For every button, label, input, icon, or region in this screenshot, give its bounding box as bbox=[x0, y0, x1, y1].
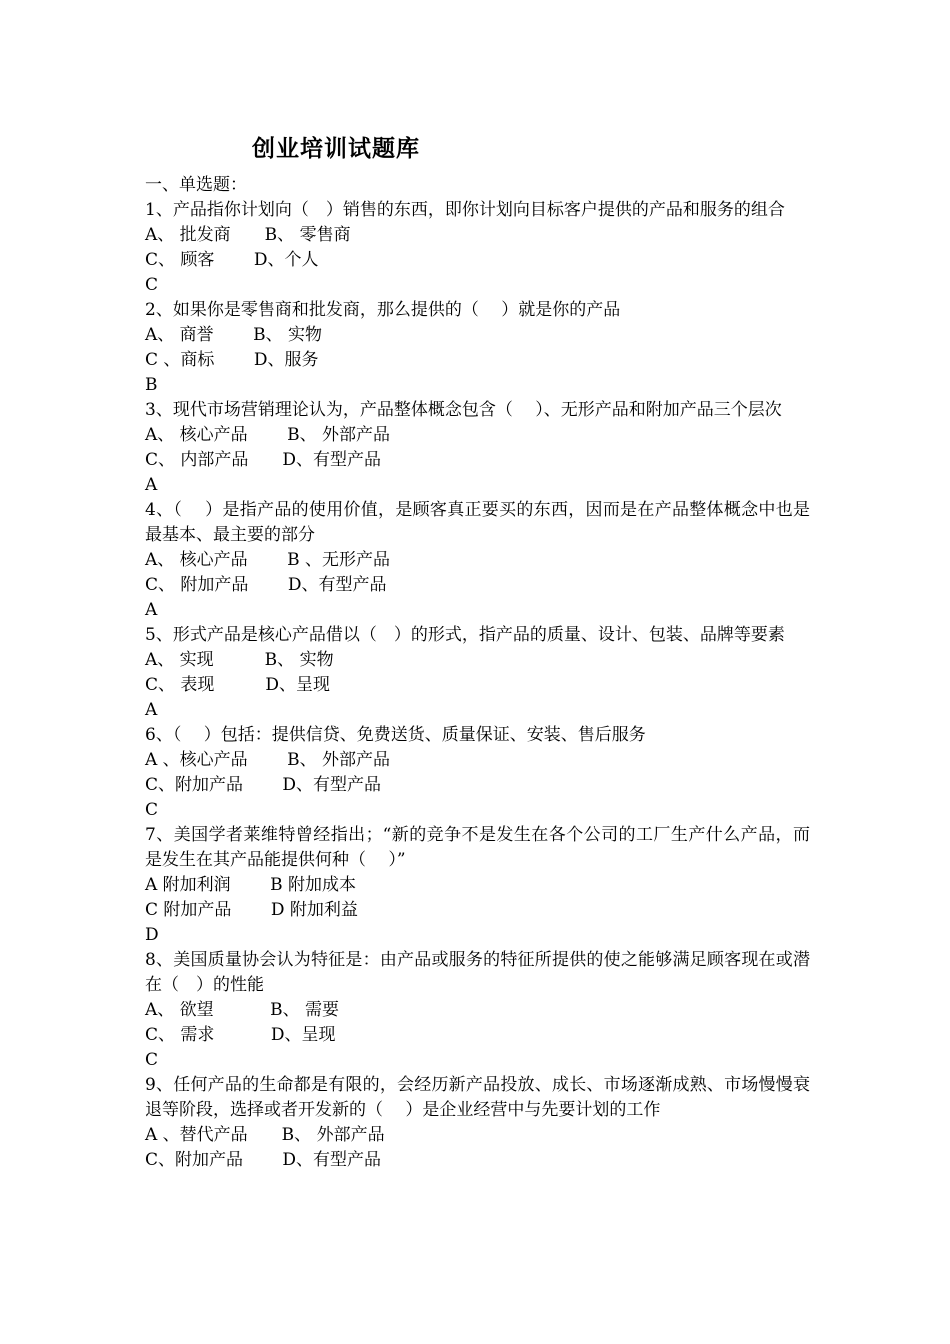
question-stem: 9、任何产品的生命都是有限的，会经历新产品投放、成长、市场逐渐成熟、市场慢慢衰退等阶段，选择或者开发新的（ ）是企业经营中与先要计划的工作 bbox=[145, 1075, 810, 1120]
document-title: 创业培训试题库 bbox=[252, 136, 420, 162]
option-line: C、 内部产品 D、有型产品 bbox=[145, 450, 382, 470]
answer: A bbox=[145, 475, 158, 495]
question-9 bbox=[145, 1073, 810, 1173]
option-line: C、 附加产品 D、有型产品 bbox=[145, 575, 387, 595]
option-line: C、 顾客 D、个人 bbox=[145, 250, 319, 270]
option-line: A 、核心产品 B、 外部产品 bbox=[145, 750, 390, 770]
option-line: C、附加产品 D、有型产品 bbox=[145, 775, 382, 795]
question-2 bbox=[145, 298, 810, 398]
option-line: A、 商誉 B、 实物 bbox=[145, 325, 322, 345]
question-stem: 8、美国质量协会认为特征是：由产品或服务的特征所提供的使之能够满足顾客现在或潜在（ ）的性能 bbox=[145, 950, 810, 995]
option-line: A、 批发商 B、 零售商 bbox=[145, 225, 351, 245]
question-4 bbox=[145, 498, 810, 623]
option-line: A 附加利润 B 附加成本 bbox=[145, 875, 356, 895]
option-line: A 、替代产品 B、 外部产品 bbox=[145, 1125, 385, 1145]
option-line: A、 欲望 B、 需要 bbox=[145, 1000, 339, 1020]
question-7 bbox=[145, 823, 810, 948]
option-line: C 附加产品 D 附加利益 bbox=[145, 900, 358, 920]
answer: B bbox=[145, 375, 158, 395]
option-line: C、附加产品 D、有型产品 bbox=[145, 1150, 382, 1170]
section-heading: 一、单选题： bbox=[145, 175, 247, 195]
question-stem: 2、如果你是零售商和批发商，那么提供的（ ）就是你的产品 bbox=[145, 300, 621, 320]
question-6 bbox=[145, 723, 810, 823]
answer: D bbox=[145, 925, 159, 945]
answer: A bbox=[145, 700, 158, 720]
option-line: A、 核心产品 B、 外部产品 bbox=[145, 425, 390, 445]
option-line: C 、商标 D、服务 bbox=[145, 350, 319, 370]
question-stem: 4、（ ）是指产品的使用价值，是顾客真正要买的东西，因而是在产品整体概念中也是最基本、最主要的部分 bbox=[145, 500, 810, 545]
answer: C bbox=[145, 1050, 159, 1070]
option-line: C、 需求 D、呈现 bbox=[145, 1025, 336, 1045]
question-stem: 5、形式产品是核心产品借以（ ）的形式，指产品的质量、设计、包装、品牌等要素 bbox=[145, 625, 785, 645]
question-8 bbox=[145, 948, 810, 1073]
question-list bbox=[145, 173, 810, 1173]
question-stem: 3、现代市场营销理论认为，产品整体概念包含（ ）、无形产品和附加产品三个层次 bbox=[145, 400, 782, 420]
answer: A bbox=[145, 600, 158, 620]
answer: C bbox=[145, 800, 159, 820]
question-stem: 1、产品指你计划向（ ）销售的东西，即你计划向目标客户提供的产品和服务的组合 bbox=[145, 200, 785, 220]
option-line: A、 实现 B、 实物 bbox=[145, 650, 334, 670]
question-stem: 7、美国学者莱维特曾经指出；“新的竞争不是发生在各个公司的工厂生产什么产品，而是发生在其产品能提供何种（ ）” bbox=[145, 825, 810, 870]
answer: C bbox=[145, 275, 159, 295]
question-3 bbox=[145, 398, 810, 498]
question-1 bbox=[145, 198, 810, 298]
question-stem: 6、（ ）包括：提供信贷、免费送货、质量保证、安装、售后服务 bbox=[145, 725, 646, 745]
option-line: A、 核心产品 B 、无形产品 bbox=[145, 550, 390, 570]
option-line: C、 表现 D、呈现 bbox=[145, 675, 331, 695]
question-5 bbox=[145, 623, 810, 723]
